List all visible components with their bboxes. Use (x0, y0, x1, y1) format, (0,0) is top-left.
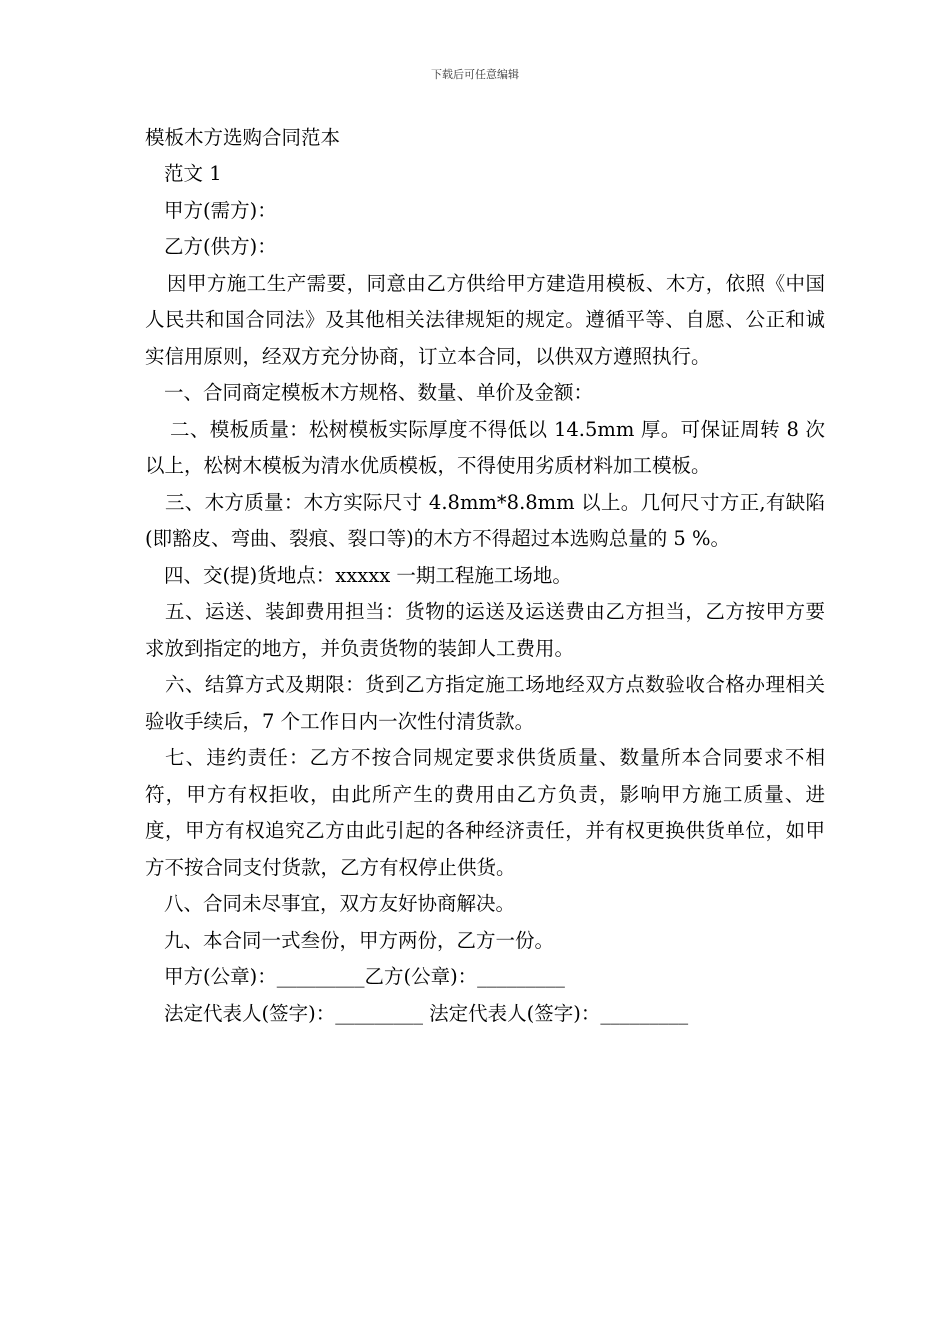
signature-line: 法定代表人(签字)：_________ 法定代表人(签字)：_________ (164, 1001, 689, 1025)
sample-label: 范文 1 (164, 162, 222, 185)
clause-7: 七、违约责任：乙方不按合同规定要求供货质量、数量所本合同要求不相符，甲方有权拒收，由此所产生的费用由乙方负责，影响甲方施工质量、进度，甲方有权追究乙方由此引起的各种经济责任，并有权更换供货单位，如甲方不按合同支付货款，乙方有权停止供货。 (145, 746, 825, 879)
clause-4: 四、交(提)货地点：xxxxx 一期工程施工场地。 (164, 563, 572, 587)
clause-2: 二、模板质量：松树模板实际厚度不得低以 14.5mm 厚。可保证周转 8 次以上，松树木模板为清水优质模板，不得使用劣质材料加工模板。 (145, 417, 825, 477)
intro-paragraph: 因甲方施工生产需要，同意由乙方供给甲方建造用模板、木方，依照《中国人民共和国合同法》及其他相关法律规矩的规定。遵循平等、自愿、公正和诚实信用原则，经双方充分协商，订立本合同，以供双方遵照执行。 (145, 271, 825, 368)
clause-1: 一、合同商定模板木方规格、数量、单价及金额： (164, 381, 594, 404)
document-title: 模板木方选购合同范本 (145, 126, 341, 149)
document-body (145, 120, 825, 1032)
clause-6: 六、结算方式及期限：货到乙方指定施工场地经双方点数验收合格办理相关验收手续后，7 个工作日内一次性付清货款。 (145, 673, 825, 733)
clause-5: 五、运送、装卸费用担当：货物的运送及运送费由乙方担当，乙方按甲方要求放到指定的地方，并负责货物的装卸人工费用。 (145, 600, 825, 660)
clause-9: 九、本合同一式叁份，甲方两份，乙方一份。 (164, 928, 555, 952)
clause-3: 三、木方质量：木方实际尺寸 4.8mm*8.8mm 以上。几何尺寸方正,有缺陷(即豁皮、弯曲、裂痕、裂口等)的木方不得超过本选购总量的 5 %。 (145, 490, 825, 550)
clause-8: 八、合同未尽事宜，双方友好协商解决。 (164, 892, 516, 915)
seal-line: 甲方(公章)：_________乙方(公章)：_________ (164, 965, 565, 988)
party-a-label: 甲方(需方)： (164, 198, 277, 222)
header-note: 下载后可任意编辑 (431, 68, 519, 81)
party-b-label: 乙方(供方)： (164, 235, 277, 258)
